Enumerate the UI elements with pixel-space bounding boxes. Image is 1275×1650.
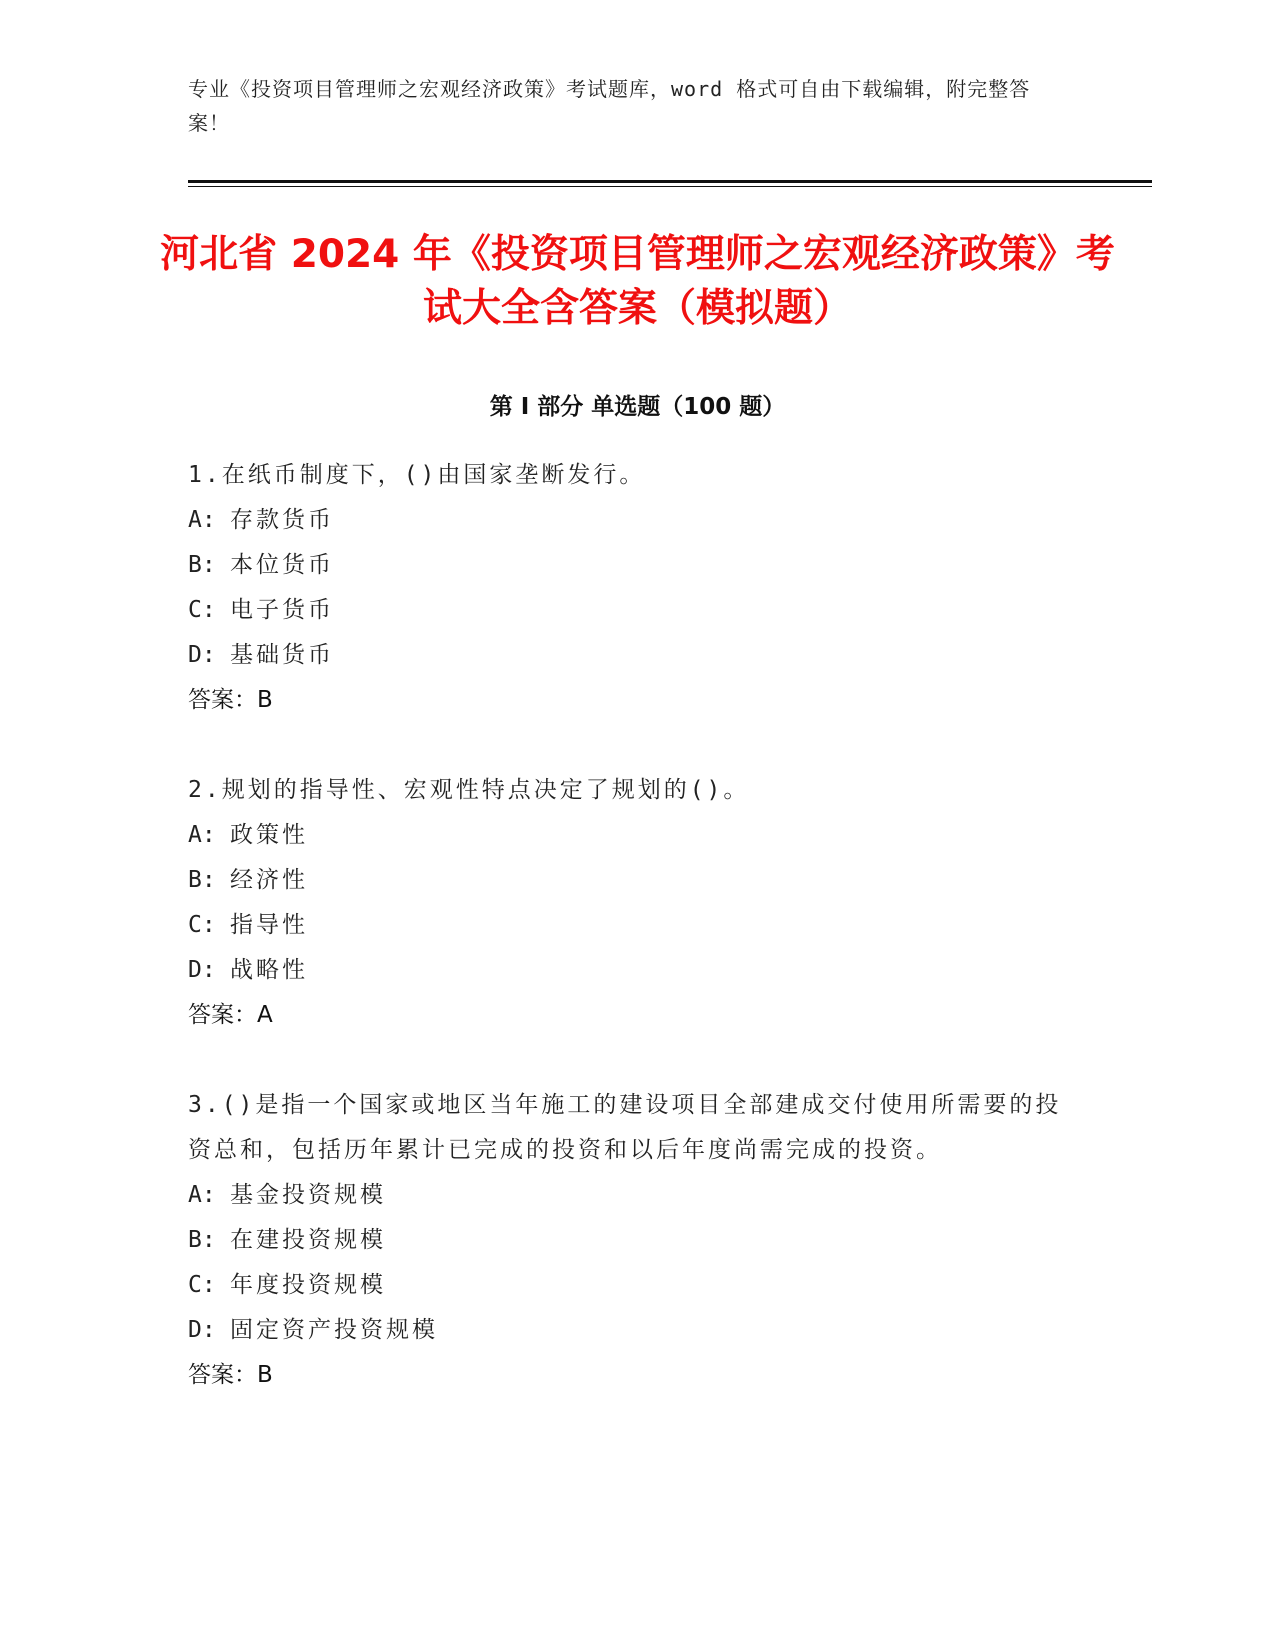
answer: 答案：B (188, 687, 273, 713)
question-3 (188, 1083, 1068, 1398)
answer: 答案：A (188, 1002, 273, 1028)
option-text: 基金投资规模 (230, 1182, 386, 1208)
option-letter: D: (188, 957, 216, 983)
option-d (188, 948, 1068, 993)
option-letter: B: (188, 1227, 216, 1253)
question-text: 3.()是指一个国家或地区当年施工的建设项目全部建成交付使用所需要的投资总和，包括历年累计已完成的投资和以后年度尚需完成的投资。 (188, 1092, 1062, 1163)
option-a (188, 813, 1068, 858)
option-text: 战略性 (230, 957, 308, 983)
option-text: 存款货币 (230, 507, 334, 533)
header-divider-thick (188, 180, 1152, 183)
option-text: 基础货币 (230, 642, 334, 668)
option-letter: A: (188, 507, 216, 533)
option-letter: C: (188, 1272, 216, 1298)
option-letter: D: (188, 1317, 216, 1343)
option-text: 经济性 (230, 867, 308, 893)
option-text: 指导性 (230, 912, 308, 938)
answer: 答案：B (188, 1362, 273, 1388)
section-heading: 第 I 部分 单选题（100 题） (489, 394, 786, 420)
option-text: 电子货币 (230, 597, 334, 623)
option-text: 政策性 (230, 822, 308, 848)
option-letter: B: (188, 867, 216, 893)
option-text: 本位货币 (230, 552, 334, 578)
question-text: 1.在纸币制度下，()由国家垄断发行。 (188, 462, 646, 488)
option-letter: A: (188, 822, 216, 848)
header-divider-thin (188, 186, 1152, 187)
option-letter: C: (188, 912, 216, 938)
option-letter: D: (188, 642, 216, 668)
option-b (188, 858, 1068, 903)
option-d (188, 633, 1068, 678)
document-title: 河北省 2024 年《投资项目管理师之宏观经济政策》考试大全含答案（模拟题） (160, 232, 1115, 331)
option-c (188, 903, 1068, 948)
question-1 (188, 453, 1068, 723)
option-letter: C: (188, 597, 216, 623)
option-c (188, 588, 1068, 633)
option-b (188, 1218, 1068, 1263)
header-note: 专业《投资项目管理师之宏观经济政策》考试题库，word 格式可自由下载编辑，附完整答案！ (188, 77, 1031, 135)
option-letter: A: (188, 1182, 216, 1208)
option-letter: B: (188, 552, 216, 578)
option-c (188, 1263, 1068, 1308)
option-a (188, 1173, 1068, 1218)
option-b (188, 543, 1068, 588)
option-a (188, 498, 1068, 543)
option-d (188, 1308, 1068, 1353)
option-text: 在建投资规模 (230, 1227, 386, 1253)
question-text: 2.规划的指导性、宏观性特点决定了规划的()。 (188, 777, 750, 803)
question-2 (188, 768, 1068, 1038)
option-text: 固定资产投资规模 (230, 1317, 438, 1343)
option-text: 年度投资规模 (230, 1272, 386, 1298)
